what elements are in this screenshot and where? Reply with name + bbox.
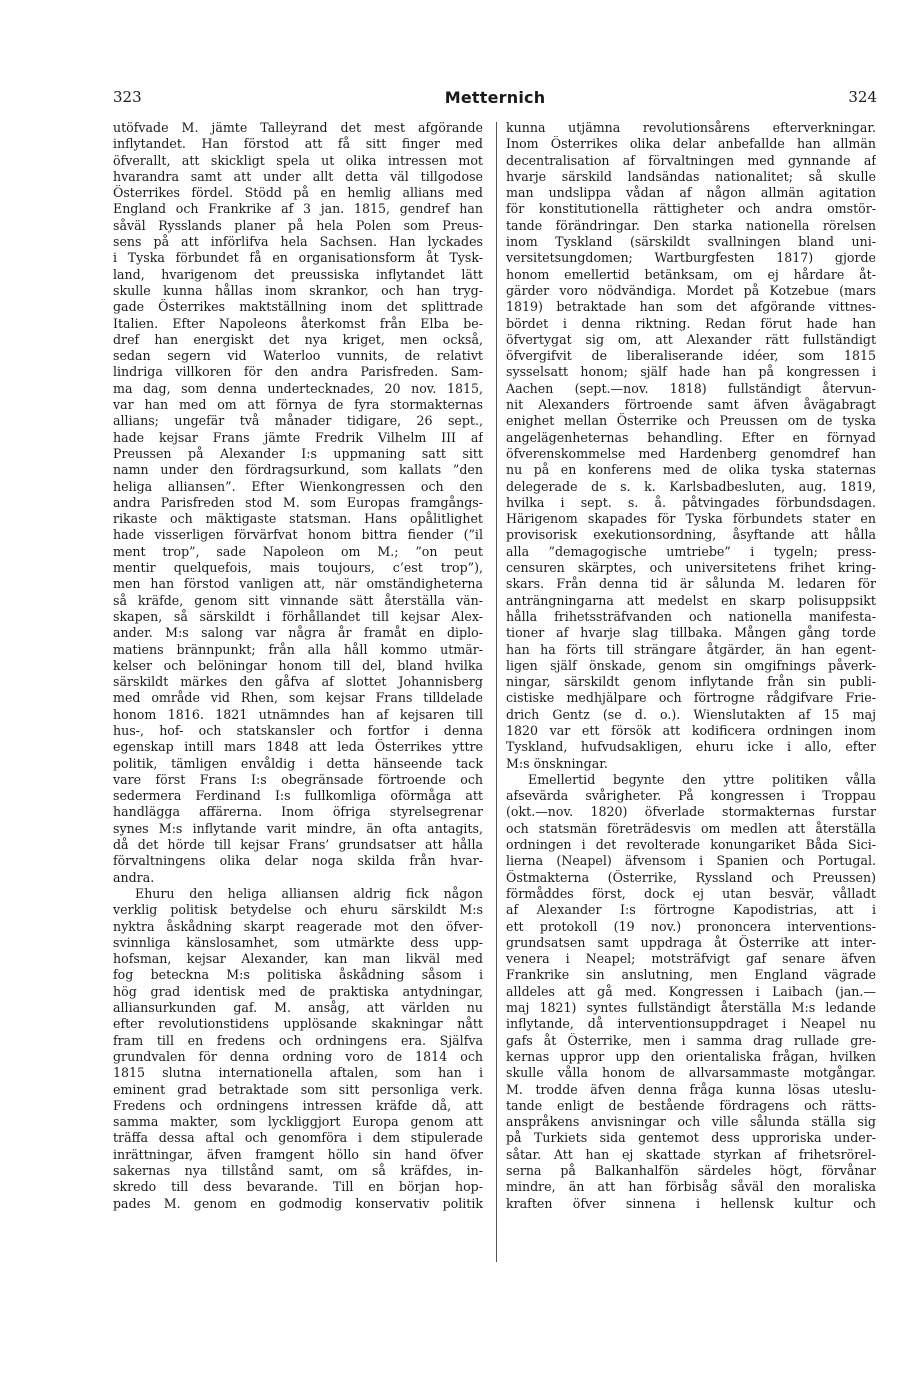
text-line: utöfvade M. jämte Talleyrand det mest afgörande bbox=[113, 120, 483, 135]
text-line: Tyskland, hufvudsakligen, ehuru icke i allo, efter bbox=[506, 739, 876, 755]
text-line: censuren skärptes, och universitetens frihet kring- bbox=[506, 560, 876, 576]
text-line: hög grad identisk med de praktiska antydningar, bbox=[113, 983, 483, 999]
text-line: sedermera Ferdinand I:s fullkomliga oförmåga att bbox=[113, 788, 483, 804]
text-line: öfverallt, att skickligt spela ut olika intressen mot bbox=[113, 152, 483, 168]
text-line: honom emellertid betänksam, om ej hårdare åt- bbox=[506, 266, 876, 282]
text-line: men han förstod vanligen att, när omständigheterna bbox=[113, 576, 483, 592]
text-line: tioner af hvarje slag tillbaka. Mången gång torde bbox=[506, 625, 876, 641]
text-line: skars. Från denna tid är sålunda M. ledaren för bbox=[506, 576, 876, 592]
text-line: hade kejsar Frans jämte Fredrik Vilhelm III af bbox=[113, 429, 483, 445]
text-line: efter revolutionstidens upplösande skakningar nått bbox=[113, 1016, 483, 1032]
text-line: ment trop”, sade Napoleon om M.; ”on peut bbox=[113, 543, 483, 559]
text-line: var han med om att förnya de fyra stormakternas bbox=[113, 397, 483, 413]
text-line: namn under den fördragsurkund, som kallats ”den bbox=[113, 462, 483, 478]
text-line: ett protokoll (19 nov.) prononcera interventions- bbox=[506, 918, 876, 934]
text-line: hade visserligen förvärfvat honom bittra fiender (”il bbox=[113, 527, 483, 543]
text-line: på Turkiets sida gentemot dess upproriska under- bbox=[506, 1130, 876, 1146]
text-line: han ha förts till strängare åtgärder, än han egent- bbox=[506, 641, 876, 657]
text-line: alldeles att gå med. Kongressen i Laibach (jan.— bbox=[506, 983, 876, 999]
text-line: allians; ungefär två månader tidigare, 26 sept., bbox=[113, 413, 483, 429]
text-line: inflytande, då interventionsuppdraget i Neapel nu bbox=[506, 1016, 876, 1032]
text-line: Frankrike sin anslutning, men England vägrade bbox=[506, 967, 876, 983]
page-number-left: 323 bbox=[113, 88, 142, 106]
text-line: heliga alliansen”. Efter Wienkongressen och den bbox=[113, 478, 483, 494]
text-line: matiens brännpunkt; från alla håll kommo utmär- bbox=[113, 641, 483, 657]
text-line: rikaste och mäktigaste statsman. Hans opålitlighet bbox=[113, 511, 483, 527]
text-line: och statsmän företrädesvis om medlen att återställa bbox=[506, 820, 876, 836]
text-line: Ehuru den heliga alliansen aldrig fick någon bbox=[135, 885, 483, 901]
text-line: (okt.—nov. 1820) öfverlade stormakternas furstar bbox=[506, 804, 876, 820]
text-line: mindre, än att han förbisåg såväl den moraliska bbox=[506, 1179, 876, 1195]
text-line: hvarandra samt att under allt detta väl tillgodose bbox=[113, 168, 483, 184]
page-header bbox=[113, 88, 877, 110]
text-line: kernas uppror upp den orientaliska frågan, hvilken bbox=[506, 1048, 876, 1064]
text-line: fram till en fredens och ordningens era. Själfva bbox=[113, 1032, 483, 1048]
text-line: så kräfde, genom sitt vinnande sätt återställa vän- bbox=[113, 592, 483, 608]
text-line: hålla frihetssträfvanden och nationella manifesta- bbox=[506, 608, 876, 624]
text-line: man undslippa vådan af någon allmän agitation bbox=[506, 185, 876, 201]
text-line: verklig politisk betydelse och ehuru särskildt M:s bbox=[113, 902, 483, 918]
text-line: hofsman, kejsar Alexander, kan man likväl med bbox=[113, 951, 483, 967]
text-line: enighet mellan Österrike och Preussen om de tyska bbox=[506, 413, 876, 429]
text-line: nyktra åskådning skarpt reagerade mot den öfver- bbox=[113, 918, 483, 934]
running-title: Metternich bbox=[444, 88, 546, 107]
text-line: af Alexander I:s förtrogne Kapodistrias, att i bbox=[506, 902, 876, 918]
text-line: hvarje särskild landsändas nationalitet; så skulle bbox=[506, 168, 876, 184]
text-line: gärder voro nödvändiga. Mordet på Kotzebue (mars bbox=[506, 282, 876, 298]
text-line: land, hvarigenom det preussiska inflytandet lätt bbox=[113, 266, 483, 282]
right-column bbox=[506, 120, 876, 1340]
text-line: med område vid Rhen, som kejsar Frans tilldelade bbox=[113, 690, 483, 706]
text-line: afsevärda svårigheter. På kongressen i Troppau bbox=[506, 788, 876, 804]
text-line: samma makter, som lyckliggjort Europa genom att bbox=[113, 1114, 483, 1130]
left-column bbox=[113, 120, 483, 1340]
text-line: lierna (Neapel) äfvensom i Spanien och Portugal. bbox=[506, 853, 876, 869]
text-line: svinnliga känslosamhet, som utmärkte dess upp- bbox=[113, 934, 483, 950]
text-line: öfvergifvit de liberaliserande idéer, som 1815 bbox=[506, 348, 876, 364]
text-line: såväl Rysslands planer på hela Polen som Preus- bbox=[113, 217, 483, 233]
text-line: fog beteckna M:s politiska åskådning såsom i bbox=[113, 967, 483, 983]
text-line: ordningen i det revolterade konungariket Båda Sici- bbox=[506, 837, 876, 853]
text-line: inom Tyskland (särskildt svallningen bland uni- bbox=[506, 234, 876, 250]
text-line: Fredens och ordningens intressen kräfde då, att bbox=[113, 1097, 483, 1113]
text-line: andra Parisfreden stod M. som Europas framgångs- bbox=[113, 494, 483, 510]
text-line: 1820 var ett försök att kodificera ordningen inom bbox=[506, 722, 876, 738]
text-line: tande förändringar. Den starka nationella rörelsen bbox=[506, 217, 876, 233]
text-line: andra. bbox=[113, 869, 155, 885]
text-line: grundsatsen samt uppdraga åt Österrike att inter- bbox=[506, 934, 876, 950]
text-line: gade Österrikes maktställning inom det splittrade bbox=[113, 299, 483, 315]
text-line: skulle kunna hållas inom skrankor, och han tryg- bbox=[113, 282, 483, 298]
text-line: cistiske medhjälpare och förtrogne rådgifvare Frie- bbox=[506, 690, 876, 706]
text-line: sakernas nya tillstånd samt, om så kräfdes, in- bbox=[113, 1163, 483, 1178]
text-line: Aachen (sept.—nov. 1818) fullständigt återvun- bbox=[506, 380, 876, 396]
text-line: gafs åt Österrike, men i samma drag rullade gre- bbox=[506, 1032, 876, 1048]
text-line: Österrikes fördel. Stödd på en hemlig allians med bbox=[113, 185, 483, 201]
column-divider bbox=[496, 122, 497, 1262]
text-line: politik, tämligen envåldig i detta hänseende tack bbox=[113, 755, 483, 771]
text-line: träffa dessa aftal och genomföra i dem stipulerade bbox=[113, 1130, 483, 1146]
text-line: decentralisation af förvaltningen med gynnande af bbox=[506, 152, 876, 168]
text-line: nu på en konferens med de olika tyska staternas bbox=[506, 462, 876, 478]
text-line: skulle vålla honom de allvarsammaste motgångar. bbox=[506, 1065, 876, 1081]
text-line: skredo till dess bevarande. Till en början hop- bbox=[113, 1179, 483, 1195]
text-line: versitetsungdomen; Wartburgfesten 1817) gjorde bbox=[506, 250, 876, 266]
text-line: hvilka i sept. s. å. påtvingades förbundsdagen. bbox=[506, 494, 876, 510]
text-line: synes M:s inflytande varit mindre, än ofta antagits, bbox=[113, 820, 483, 836]
text-line: maj 1821) syntes fullständigt återställa M:s ledande bbox=[506, 1000, 876, 1016]
text-line: ligen själf önskade, genom sin omgifnings påverk- bbox=[506, 657, 876, 673]
text-line: tande enligt de bestående fördragens och rätts- bbox=[506, 1097, 876, 1113]
text-line: drich Gentz (se d. o.). Wienslutakten af 15 maj bbox=[506, 706, 876, 722]
text-line: sedan segern vid Waterloo vunnits, de relativt bbox=[113, 348, 483, 364]
text-line: angelägenheternas behandling. Efter en förnyad bbox=[506, 429, 876, 445]
text-line: alla ”demagogische umtriebe” i tygeln; press- bbox=[506, 543, 876, 559]
text-line: serna på Balkanhalfön särdeles högt, förvånar bbox=[506, 1163, 876, 1178]
text-line: 1815 slutna internationella aftalen, som han i bbox=[113, 1065, 483, 1081]
text-line: M. trodde äfven denna fråga kunna lösas uteslu- bbox=[506, 1081, 876, 1097]
text-line: då det hörde till kejsar Frans’ grundsatser att hålla bbox=[113, 837, 483, 853]
text-line: delegerade de s. k. Karlsbadbesluten, aug. 1819, bbox=[506, 478, 876, 494]
text-line: handlägga affärerna. Inom öfriga styrelsegrenar bbox=[113, 804, 483, 820]
text-line: lindriga villkoren för den andra Parisfreden. Sam- bbox=[113, 364, 483, 380]
text-line: vare först Frans I:s obegränsade förtroende och bbox=[113, 771, 483, 787]
text-line: provisorisk exekutionsordning, åsyftande att hålla bbox=[506, 527, 876, 543]
text-line: hus-, hof- och statskansler och fortfor i denna bbox=[113, 722, 483, 738]
text-line: sens på att införlifva hela Sachsen. Han lyckades bbox=[113, 234, 483, 250]
text-line: Härigenom skapades för Tyska förbundets stater en bbox=[506, 511, 876, 527]
text-line: Emellertid begynte den yttre politiken vålla bbox=[528, 771, 876, 787]
text-line: grundvalen för denna ordning voro de 1814 och bbox=[113, 1048, 483, 1064]
text-line: alliansurkunden gaf. M. ansåg, att världen nu bbox=[113, 1000, 483, 1016]
text-line: Östmakterna (Österrike, Ryssland och Preussen) bbox=[506, 869, 876, 885]
text-line: ningar, särskildt genom inflytande från sin publi- bbox=[506, 674, 876, 690]
text-line: ander. M:s salong var några år framåt en diplo- bbox=[113, 625, 483, 641]
text-line: skapen, så särskildt i förhållandet till kejsar Alex- bbox=[113, 608, 483, 624]
text-line: särskildt märkes den gåfva af slottet Johannisberg bbox=[113, 674, 483, 690]
text-line: i Tyska förbundet få en organisationsform åt Tysk- bbox=[113, 250, 483, 266]
text-line: sysselsatt honom; själf hade han på kongressen i bbox=[506, 364, 876, 380]
text-line: inrättningar, äfven framgent höllo sin hand öfver bbox=[113, 1146, 483, 1162]
text-line: öfverenskommelse med Hardenberg genomdref han bbox=[506, 445, 876, 461]
text-line: ma dag, som denna undertecknades, 20 nov. 1815, bbox=[113, 380, 483, 396]
text-line: inflytandet. Han förstod att få sitt finger med bbox=[113, 136, 483, 152]
text-line: Italien. Efter Napoleons återkomst från Elba be- bbox=[113, 315, 483, 331]
text-line: 1819) betraktade han som det afgörande vittnes- bbox=[506, 299, 876, 315]
text-line: anträngningarna att medelst en skarp polisuppsikt bbox=[506, 592, 876, 608]
text-line: kelser och belöningar honom till del, bland hvilka bbox=[113, 657, 483, 673]
text-line: såtar. Att han ej skattade styrkan af frihetsrörel- bbox=[506, 1146, 876, 1162]
text-line: kunna utjämna revolutionsårens efterverkningar. bbox=[506, 120, 876, 135]
text-line: venera i Neapel; motsträfvigt gaf senare äfven bbox=[506, 951, 876, 967]
text-line: Inom Österrikes olika delar anbefallde han allmän bbox=[506, 136, 876, 152]
text-line: honom 1816. 1821 utnämndes han af kejsaren till bbox=[113, 706, 483, 722]
text-line: kraften öfver sinnena i hellensk kultur och bbox=[506, 1195, 876, 1211]
text-line: bördet i denna riktning. Redan förut hade han bbox=[506, 315, 876, 331]
text-line: eminent grad betraktade som sitt personliga verk. bbox=[113, 1081, 483, 1097]
text-line: mentir quelquefois, mais toujours, c’est trop”), bbox=[113, 560, 483, 576]
text-line: M:s önskningar. bbox=[506, 755, 608, 771]
page-number-right: 324 bbox=[848, 88, 877, 106]
text-line: för konstitutionella rättigheter och andra omstör- bbox=[506, 201, 876, 217]
text-line: Preussen på Alexander I:s uppmaning satt sitt bbox=[113, 445, 483, 461]
text-line: förmåddes först, dock ej utan besvär, vålladt bbox=[506, 885, 876, 901]
text-line: dref han energiskt det nya kriget, men också, bbox=[113, 331, 483, 347]
text-line: England och Frankrike af 3 jan. 1815, gendref han bbox=[113, 201, 483, 217]
text-line: öfvertygat sig om, att Alexander rätt fullständigt bbox=[506, 331, 876, 347]
text-line: nit Alexanders förtroende samt äfven åvägabragt bbox=[506, 397, 876, 413]
text-line: egenskap intill mars 1848 att leda Österrikes yttre bbox=[113, 739, 483, 755]
text-line: pades M. genom en godmodig konservativ politik bbox=[113, 1195, 483, 1211]
text-line: förvaltningens olika delar noga skilda från hvar- bbox=[113, 853, 483, 869]
text-line: anspråkens anvisningar och ville sålunda ställa sig bbox=[506, 1114, 876, 1130]
